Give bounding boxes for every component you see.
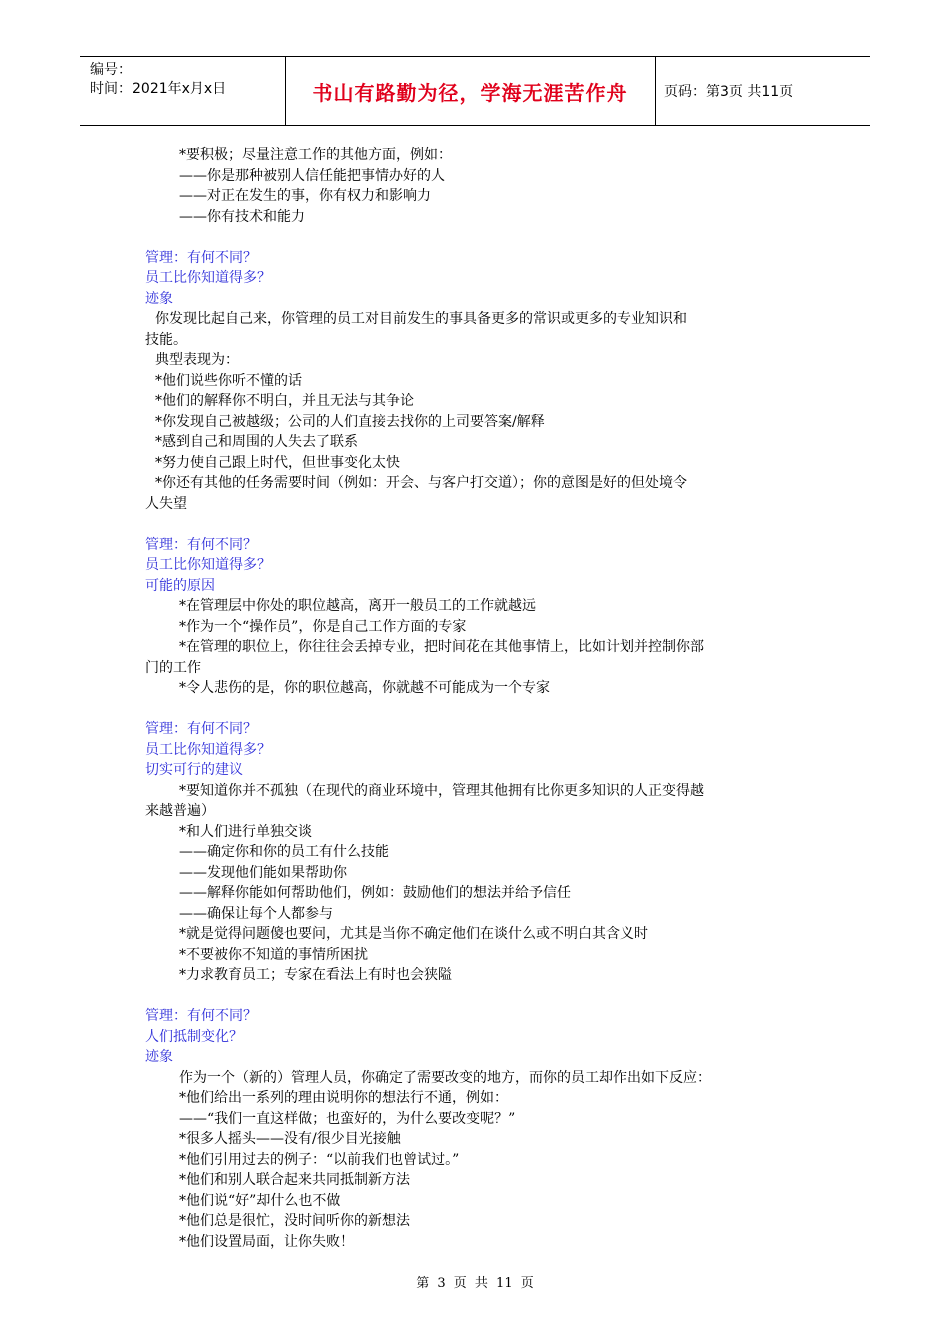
body-line: 门的工作 [145,659,201,676]
body-line: ——确定你和你的员工有什么技能 [179,844,389,860]
body-line: 技能。 [145,331,187,348]
body-line: *他们的解释你不明白，并且无法与其争论 [155,393,414,409]
body-line: *在管理层中你处的职位越高，离开一般员工的工作就越远 [179,598,536,614]
body-line: 典型表现为： [155,352,239,368]
body-line: *他们给出一系列的理由说明你的想法行不通，例如： [179,1090,508,1106]
body-line: *他们和别人联合起来共同抵制新方法 [179,1172,410,1188]
section-heading: 员工比你知道得多？ [145,741,271,758]
body-line: *令人悲伤的是，你的职位越高，你就越不可能成为一个专家 [179,680,550,696]
section-heading: 管理：有何不同？ [145,249,257,266]
body-line: ——对正在发生的事，你有权力和影响力 [179,188,431,204]
section-heading: 切实可行的建议 [145,762,243,778]
body-line: ——发现他们能如果帮助你 [179,864,347,881]
section-heading: 管理：有何不同？ [145,1008,257,1024]
body-line: 来越普遍） [145,803,215,819]
page-header [80,56,870,126]
body-line: *很多人摇头——没有/很少目光接触 [179,1131,401,1147]
section-spacer [145,699,815,720]
section-spacer [145,227,815,248]
section-heading: 员工比你知道得多？ [145,557,271,573]
body-line: *他们引用过去的例子：“以前我们也曾试过。” [179,1151,460,1168]
body-line: 作为一个（新的）管理人员，你确定了需要改变的地方，而你的员工却作出如下反应： [179,1069,711,1086]
section-heading: 迹象 [145,1049,173,1065]
section [145,145,815,227]
body-line: *他们说些你听不懂的话 [155,372,302,389]
body-line: *你发现自己被越级；公司的人们直接去找你的上司要答案/解释 [155,413,545,430]
document-time-label: 时间：2021年x月x日 [90,81,227,97]
page-footer: 第 3 页 共 11 页 [416,1276,534,1291]
body-line: *感到自己和周围的人失去了联系 [155,434,358,450]
document-number-label: 编号： [90,62,132,78]
document-body [145,145,815,1252]
body-line: *力求教育员工；专家在看法上有时也会狭隘 [179,967,452,983]
body-line: *作为一个“操作员”，你是自己工作方面的专家 [179,618,467,635]
header-divider-right [655,57,656,125]
section [145,535,815,699]
body-line: *要积极；尽量注意工作的其他方面，例如： [179,147,452,163]
section [145,1006,815,1252]
section-heading: 管理：有何不同？ [145,721,257,737]
section-spacer [145,514,815,535]
body-line: *你还有其他的任务需要时间（例如：开会、与客户打交道）；你的意图是好的但处境令 [155,475,687,491]
body-line: *不要被你不知道的事情所困扰 [179,946,368,963]
header-left [90,61,226,99]
header-motto: 书山有路勤为径，学海无涯苦作舟 [312,80,628,105]
section [145,248,815,515]
body-line: *就是觉得问题傻也要问，尤其是当你不确定他们在谈什么或不明白其含义时 [179,926,648,942]
section-heading: 员工比你知道得多？ [145,270,271,286]
body-line: 你发现比起自己来，你管理的员工对目前发生的事具备更多的常识或更多的专业知识和 [155,311,687,327]
section-heading: 迹象 [145,290,173,307]
header-page-info: 页码：第3页 共11页 [664,84,794,100]
section [145,719,815,986]
section-spacer [145,986,815,1007]
section-heading: 可能的原因 [145,577,215,594]
body-line: *他们说“好”却什么也不做 [179,1192,341,1209]
body-line: *努力使自己跟上时代，但世事变化太快 [155,454,400,471]
body-line: ——解释你能如何帮助他们，例如：鼓励他们的想法并给予信任 [179,885,571,901]
body-line: 人失望 [145,495,187,512]
body-line: *要知道你并不孤独（在现代的商业环境中，管理其他拥有比你更多知识的人正变得越 [179,782,704,799]
body-line: ——确保让每个人都参与 [179,905,333,922]
body-line: *和人们进行单独交谈 [179,823,312,840]
body-line: ——“我们一直这样做；也蛮好的，为什么要改变呢？” [179,1110,516,1127]
body-line: *在管理的职位上，你往往会丢掉专业，把时间花在其他事情上，比如计划并控制你部 [179,639,704,655]
body-line: *他们总是很忙，没时间听你的新想法 [179,1213,410,1229]
body-line: *他们设置局面，让你失败！ [179,1233,354,1250]
body-line: ——你是那种被别人信任能把事情办好的人 [179,167,445,184]
section-heading: 管理：有何不同？ [145,536,257,553]
body-line: ——你有技术和能力 [179,208,305,225]
section-heading: 人们抵制变化？ [145,1028,243,1045]
